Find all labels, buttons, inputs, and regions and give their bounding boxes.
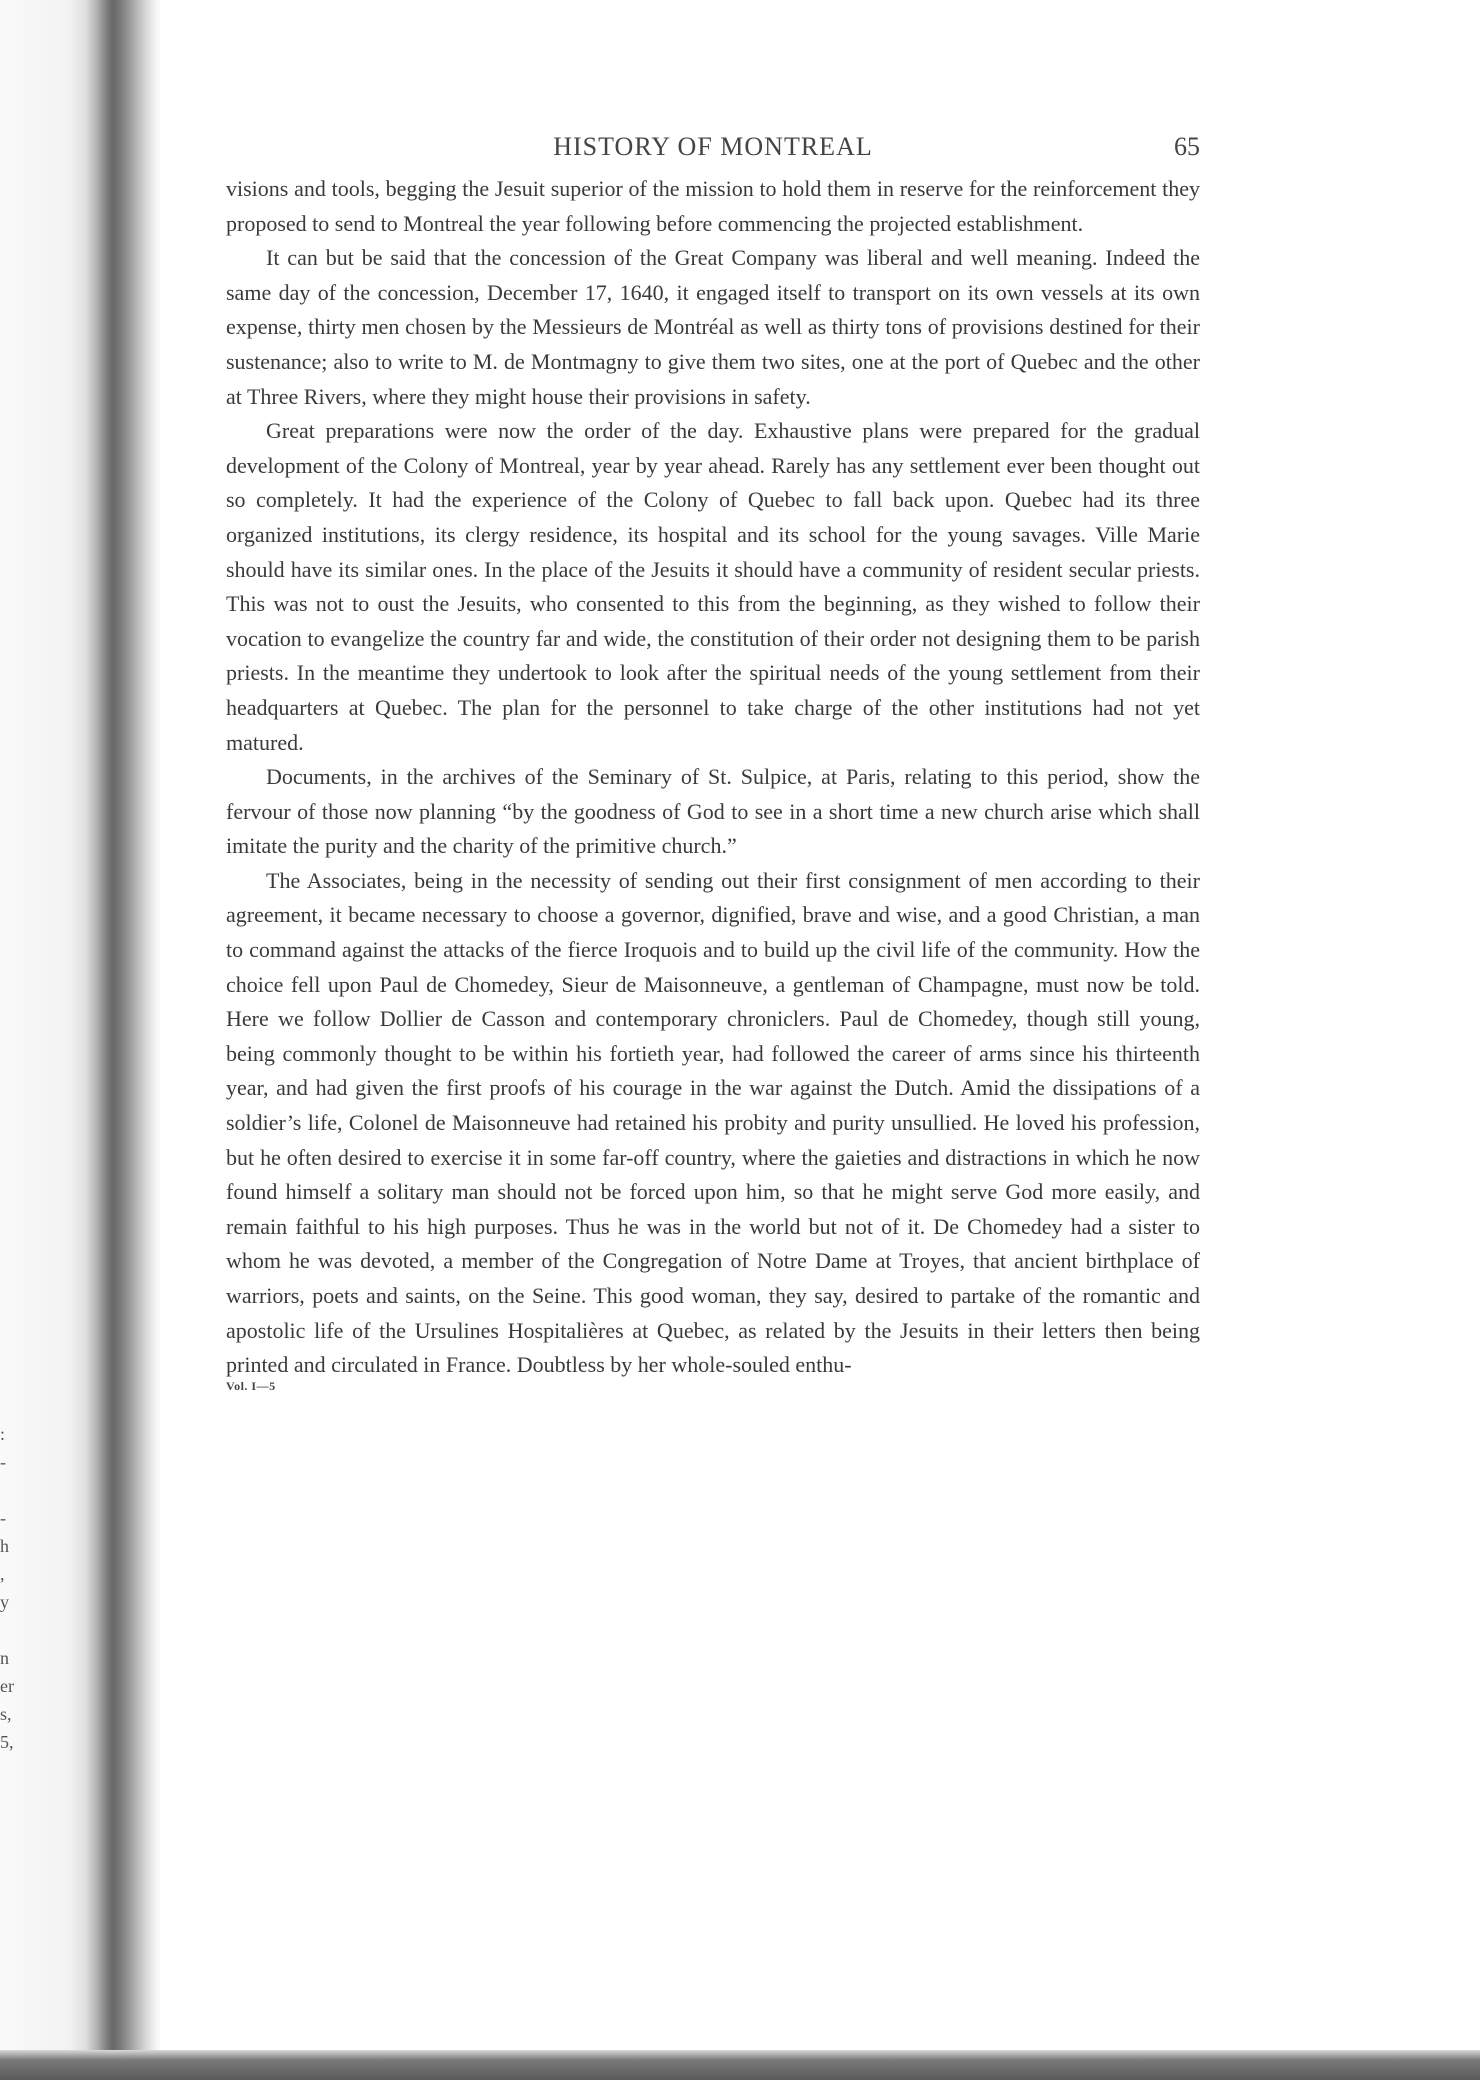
facing-page-edge [0,1420,20,1756]
facing-page-fragment: - [0,1452,6,1472]
body-text [226,172,1200,1383]
facing-page-fragment: s, [0,1704,12,1724]
facing-page-fragment: 5, [0,1732,14,1752]
facing-page-fragment: er [0,1676,14,1696]
page-number: 65 [1174,132,1200,161]
gutter-shadow [86,0,156,2080]
paragraph: visions and tools, begging the Jesuit superior of the mission to hold them in reserve for the reinforcement they proposed to send to Montreal the year following before commencing the projected establishment. [226,176,1200,236]
scan-bottom-edge [0,2050,1480,2080]
paragraph: Documents, in the archives of the Seminary of St. Sulpice, at Paris, relating to this period, show the fervour of those now planning “by the goodness of God to see in a short time a new church arise which shall imitate the purity and the charity of the primitive church.” [226,764,1200,859]
page-header [226,122,1200,172]
paragraph: Great preparations were now the order of the day. Exhaustive plans were prepared for the gradual development of the Colony of Montreal, year by year ahead. Rarely has any settlement ever been thought out so completely. It had the experience of the Colony of Quebec to fall back upon. Quebec had its three organized institutions, its clergy residence, its hospital and its school for the young savages. Ville Marie should have its similar ones. In the place of the Jesuits it should have a community of resident secular priests. This was not to oust the Jesuits, who consented to this from the beginning, as they wished to follow their vocation to evangelize the country far and wide, the constitution of their order not designing them to be parish priests. In the meantime they undertook to look after the spiritual needs of the young settlement from their headquarters at Quebec. The plan for the personnel to take charge of the other institutions had not yet matured. [226,418,1200,755]
facing-page-fragment: n [0,1648,9,1668]
facing-page-fragment: h [0,1536,9,1556]
facing-page-fragment: - [0,1508,6,1528]
facing-page-fragment: , [0,1564,5,1584]
paragraph: It can but be said that the concession of the Great Company was liberal and well meaning. Indeed the same day of the concession, December 17, 1640, it engaged itself to transport on its own vessels at its own expense, thirty men chosen by the Messieurs de Montréal as well as thirty tons of provisions destined for their sustenance; also to write to M. de Montmagny to give them two sites, one at the port of Quebec and the other at Three Rivers, where they might house their provisions in safety. [226,245,1200,409]
running-head: HISTORY OF MONTREAL [553,132,873,161]
signature-mark: Vol. I—5 [226,1378,276,1393]
book-page [226,122,1200,1394]
facing-page-fragment: y [0,1592,9,1612]
facing-page-fragment: : [0,1424,6,1444]
paragraph: The Associates, being in the necessity of sending out their first consignment of men according to their agreement, it became necessary to choose a governor, dignified, brave and wise, and a good Christian, a man to command against the attacks of the fierce Iroquois and to build up the civil life of the community. How the choice fell upon Paul de Chomedey, Sieur de Maisonneuve, a gentleman of Champagne, must now be told. Here we follow Dollier de Casson and contemporary chroniclers. Paul de Chomedey, though still young, being commonly thought to be within his fortieth year, had followed the career of arms since his thirteenth year, and had given the first proofs of his courage in the war against the Dutch. Amid the dissipations of a soldier’s life, Colonel de Maisonneuve had retained his probity and purity unsullied. He loved his profession, but he often desired to exercise it in some far-off country, where the gaieties and distractions in which he now found himself a solitary man should not be forced upon him, so that he might serve God more easily, and remain faithful to his high purposes. Thus he was in the world but not of it. De Chomedey had a sister to whom he was devoted, a member of the Congregation of Notre Dame at Troyes, that ancient birthplace of warriors, poets and saints, on the Seine. This good woman, they say, desired to partake of the romantic and apostolic life of the Ursulines Hospitalières at Quebec, as related by the Jesuits in their letters then being printed and circulated in France. Doubtless by her whole-souled enthu- [226,867,1200,1378]
facing-page-fragment [0,1616,20,1644]
facing-page-fragment [0,1476,20,1504]
